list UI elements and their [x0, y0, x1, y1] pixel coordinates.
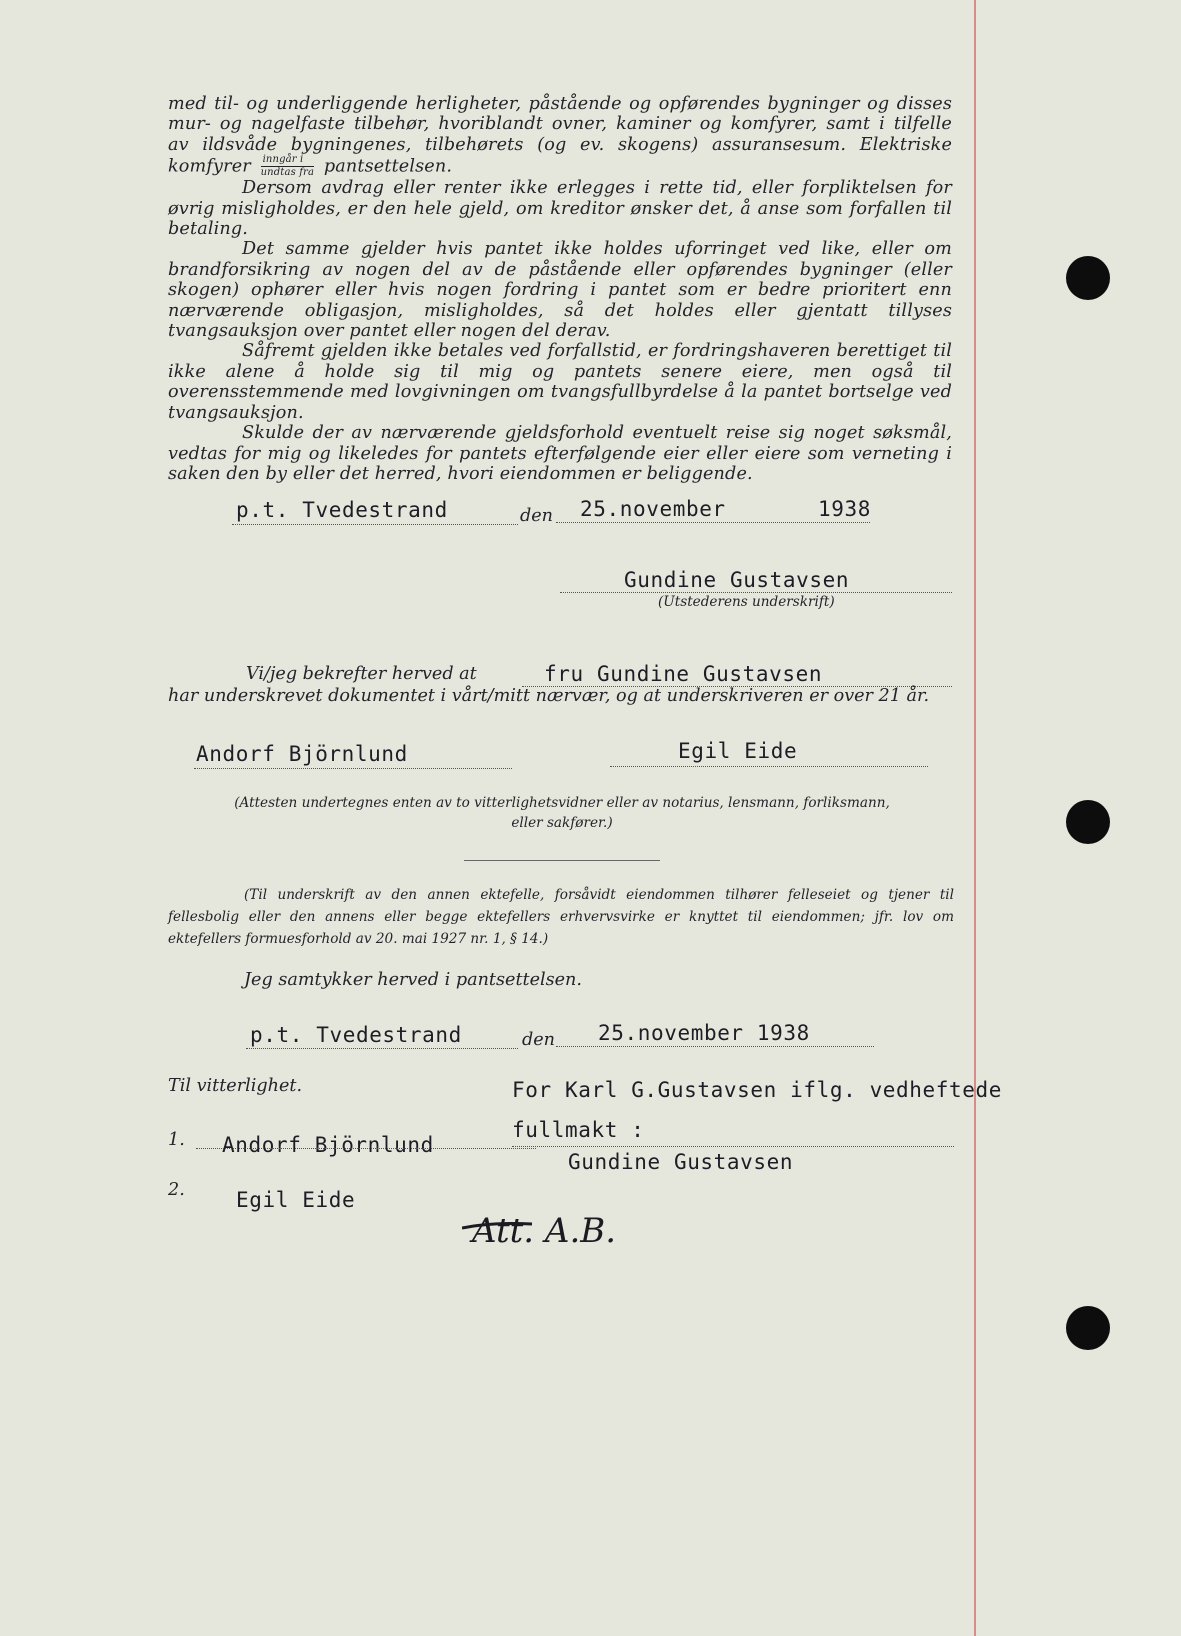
- attestation-witness-2: Egil Eide: [236, 1188, 356, 1212]
- komfyrer-word: komfyrer: [168, 156, 251, 177]
- spouse-note-text: (Til underskrift av den annen ektefelle, forsåvidt eiendommen tilhører felleseiet og tjener til fellesbolig eller den annens eller begge ektefellers erhvervsvirke er knyttet til eiendommen; jfr. lov om ektefellers formuesforhold av 20. mai 1927 nr. 1, § 14.): [168, 887, 954, 947]
- signing-place-1: p.t. Tvedestrand: [236, 498, 448, 522]
- mortgage-clauses: [168, 94, 952, 484]
- signing-date-2: 25.november 1938: [598, 1021, 810, 1045]
- spouse-consent: Jeg samtykker herved i pantsettelsen.: [244, 970, 582, 990]
- den-label-1: den: [520, 506, 554, 526]
- signing-date-1: 25.november: [580, 497, 726, 521]
- included-excluded-fraction: [261, 155, 315, 178]
- punch-hole-middle: [1066, 800, 1110, 844]
- margin-rule: [974, 0, 976, 1636]
- spouse-note: [168, 884, 954, 950]
- issuer-signature: Gundine Gustavsen: [624, 568, 850, 592]
- signing-place-2: p.t. Tvedestrand: [250, 1023, 462, 1047]
- enforcement-clause: Såfremt gjelden ikke betales ved forfallstid, er fordringshaveren berettiget til ikke alene å holde sig til mig og pantets senere eiere, men også til overensstemmende med lovgivningen om tvangsfullbyrdelse å la pantet bortselge ved tvangsauksjon.: [168, 341, 952, 423]
- proxy-line-1: For Karl G.Gustavsen iflg. vedheftede: [512, 1078, 1002, 1102]
- witness-1-signature: Andorf Björnlund: [196, 742, 408, 766]
- clause-line-3: av ildsvåde bygningenes, tilbehørets (og ev. skogens) assuransesum. Elektriske: [168, 134, 952, 155]
- place-line-1: [232, 524, 518, 525]
- attestation-label: Til vitterlighet.: [168, 1076, 303, 1096]
- section-divider: [464, 860, 660, 861]
- witness-1-line: [194, 768, 512, 769]
- witness-2-signature: Egil Eide: [678, 739, 798, 763]
- confirm-name: fru Gundine Gustavsen: [544, 662, 823, 686]
- proxy-line: [512, 1146, 954, 1147]
- confirm-suffix: har underskrevet dokumentet i vårt/mitt nærvær, og at underskriveren er over 21 år.: [168, 686, 930, 706]
- attestation-number-1: 1.: [168, 1130, 185, 1150]
- issuer-caption: (Utstederens underskrift): [658, 594, 835, 610]
- handwritten-initials: [462, 1194, 692, 1264]
- signing-year-1: 1938: [818, 497, 871, 521]
- date-line-2: [556, 1046, 874, 1047]
- attestation-witness-1: Andorf Björnlund: [222, 1133, 434, 1157]
- punch-hole-top: [1066, 256, 1110, 300]
- witness-2-line: [610, 766, 928, 767]
- pantsettelsen-word: pantsettelsen.: [323, 156, 453, 177]
- punch-hole-bottom: [1066, 1306, 1110, 1350]
- date-line-1: [556, 522, 870, 523]
- venue-clause: Skulde der av nærværende gjeldsforhold eventuelt reise sig noget søksmål, vedtas for mig og likeledes for pantets efterfølgende eier eller eiere som verneting i saken den by eller det herred, hvori eiendommen er beliggende.: [168, 423, 952, 484]
- same-clause: Det samme gjelder hvis pantet ikke holdes uforringet ved like, eller om brandforsikring av nogen del av de påstående eller opførendes bygninger (eller skogen) ophører eller hvis nogen fordring i pantet som er bedre prioritert enn nærværende obligasjon, misligholdes, så det holdes eller gjentatt tillyses tvangsauksjon over pantet eller nogen del derav.: [168, 239, 952, 342]
- witness-note-line-1: (Attesten undertegnes enten av to vitterlighetsvidner eller av notarius, lensmann, forliksmann,: [234, 795, 890, 811]
- clause-line-1: med til- og underliggende herligheter, påstående og opførendes bygninger og disses: [168, 94, 952, 114]
- initials-text: Att. A.B.: [472, 1211, 617, 1251]
- confirm-prefix: Vi/jeg bekrefter herved at: [246, 664, 477, 684]
- fraction-top: inngår i: [261, 155, 315, 167]
- clause-line-4: [168, 155, 952, 178]
- fraction-bottom: undtas fra: [260, 167, 315, 179]
- clause-line-2: mur- og nagelfaste tilbehør, hvoriblandt ovner, kaminer og komfyrer, samt i tilfelle: [168, 114, 952, 135]
- default-clause: Dersom avdrag eller renter ikke erlegges i rette tid, eller forpliktelsen for øvrig misligholdes, er den hele gjeld, om kreditor ønsker det, å anse som forfallen til betaling.: [168, 178, 952, 240]
- den-label-2: den: [522, 1030, 556, 1050]
- witness-note-line-2: eller sakfører.): [511, 815, 613, 831]
- attestation-line-1: [196, 1148, 536, 1149]
- attestation-number-2: 2.: [168, 1180, 185, 1200]
- proxy-signer: Gundine Gustavsen: [568, 1150, 794, 1174]
- proxy-line-2: fullmakt :: [512, 1118, 645, 1142]
- place-line-2: [246, 1048, 518, 1049]
